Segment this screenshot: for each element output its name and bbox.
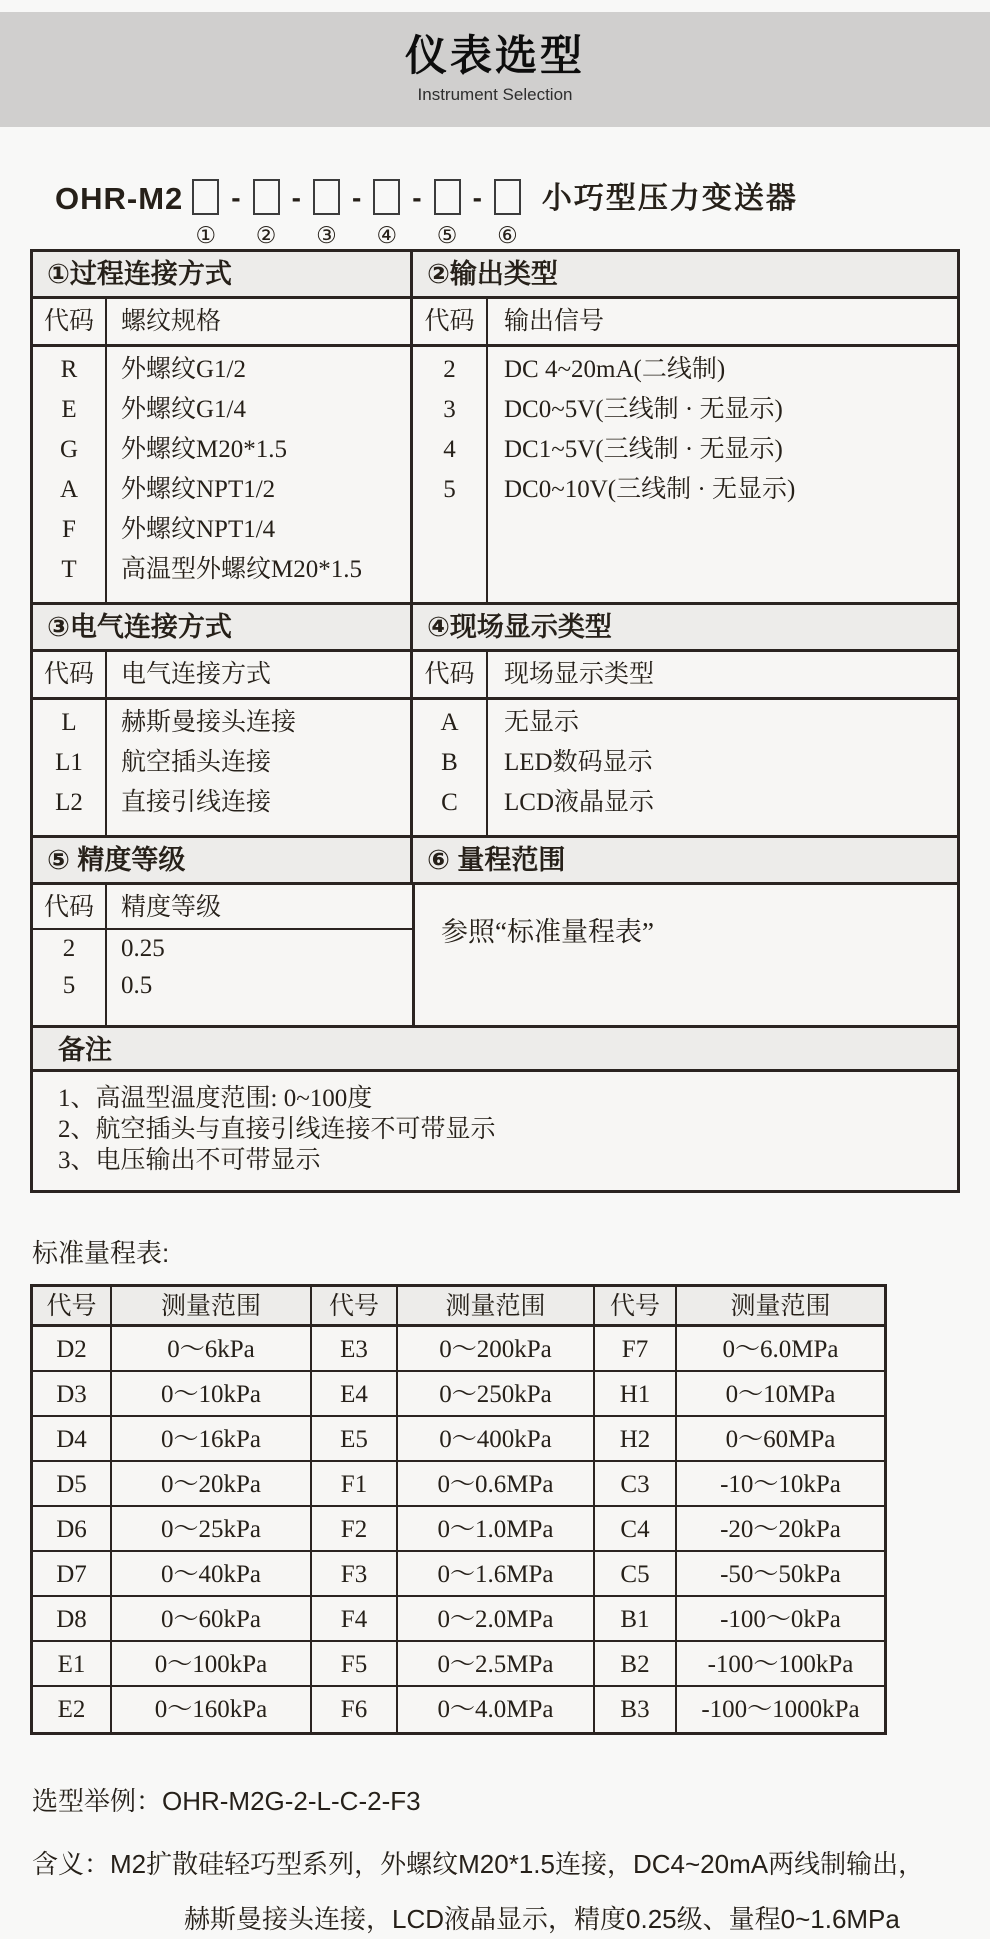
remark-note-3: 3、电压输出不可带显示 — [58, 1147, 321, 1174]
s4-code: A — [440, 709, 459, 736]
s1-code: R — [60, 356, 78, 383]
page-subtitle: Instrument Selection — [417, 85, 573, 104]
model-box-3 — [313, 179, 340, 215]
subheader-row-1 — [33, 299, 957, 347]
range-code: D4 — [33, 1417, 112, 1462]
s1-code: G — [59, 436, 79, 463]
model-box-5 — [434, 179, 461, 215]
s1-code: T — [61, 556, 77, 583]
s2-desc-header: 输出信号 — [504, 308, 605, 335]
s2-code: 3 — [443, 396, 456, 423]
section-body-3-4 — [33, 700, 957, 838]
s1-desc: 外螺纹M20*1.5 — [121, 436, 287, 463]
range-value: 0～1.0MPa — [398, 1507, 595, 1552]
s5-subtable — [33, 885, 415, 1025]
s1-desc: 外螺纹G1/2 — [121, 356, 247, 383]
range-table-label: 标准量程表: — [32, 1238, 170, 1268]
range-value: -100～1000kPa — [701, 1696, 860, 1723]
model-box-4 — [373, 179, 400, 215]
s2-desc: DC0~10V(三线制 · 无显示) — [504, 476, 796, 503]
dash-separator: - — [291, 182, 301, 213]
range-col-header: 测量范围 — [398, 1287, 595, 1327]
range-code: F5 — [312, 1642, 398, 1687]
s3-code: L1 — [55, 749, 83, 776]
s3-desc: 航空插头连接 — [121, 749, 272, 776]
range-value: 0～200kPa — [398, 1327, 595, 1372]
range-value: -100～100kPa — [677, 1642, 884, 1687]
range-code: F3 — [312, 1552, 398, 1597]
section-5-title: ⑤ 精度等级 — [33, 838, 413, 882]
range-value: 0～16kPa — [112, 1417, 312, 1462]
range-code: D2 — [33, 1327, 112, 1372]
section-header-row-3 — [33, 838, 957, 885]
range-value: 0～60MPa — [677, 1417, 884, 1462]
dash-separator: - — [351, 182, 362, 213]
range-value: 0～4.0MPa — [398, 1687, 595, 1732]
range-value: 0～160kPa — [112, 1687, 312, 1732]
selection-example: 选型举例：OHR-M2G-2-L-C-2-F3 — [32, 1786, 421, 1816]
s4-desc-column — [488, 700, 957, 835]
section-header-row-1 — [33, 252, 957, 299]
s2-desc: DC 4~20mA(二线制) — [504, 356, 726, 383]
range-code: B3 — [595, 1687, 677, 1732]
s1-desc: 高温型外螺纹M20*1.5 — [121, 556, 362, 583]
range-value: 0～20kPa — [112, 1462, 312, 1507]
position-label-4: ④ — [376, 223, 398, 248]
range-code: E4 — [312, 1372, 398, 1417]
s5-desc-header: 精度等级 — [107, 885, 413, 930]
range-code: D8 — [33, 1597, 112, 1642]
selection-table — [30, 249, 960, 1193]
range-code: E5 — [312, 1417, 398, 1462]
range-code: D6 — [33, 1507, 112, 1552]
s2-code-column — [413, 347, 488, 602]
range-table — [30, 1284, 887, 1735]
range-value: 0～6kPa — [112, 1327, 312, 1372]
range-value: 0～10MPa — [677, 1372, 884, 1417]
position-label-3: ③ — [316, 223, 337, 248]
s2-desc: DC1~5V(三线制 · 无显示) — [504, 436, 783, 463]
range-code: E1 — [33, 1642, 112, 1687]
position-label-1: ① — [195, 223, 217, 248]
s3-desc: 直接引线连接 — [121, 789, 272, 816]
header-band — [0, 12, 990, 127]
s1-code: A — [59, 476, 79, 503]
page-title: 仪表选型 — [404, 32, 585, 79]
position-label-2: ② — [255, 223, 277, 248]
range-code: H1 — [595, 1372, 677, 1417]
subheader-row-2 — [33, 652, 957, 700]
range-col-header: 代号 — [312, 1287, 398, 1327]
s2-code: 4 — [443, 436, 456, 463]
s5-code: 2 — [62, 935, 76, 962]
model-box-1 — [192, 179, 219, 215]
range-value: 0～100kPa — [112, 1642, 312, 1687]
s5-desc-column — [107, 885, 413, 1025]
section-1-title: ①过程连接方式 — [33, 252, 413, 296]
range-value: -100～0kPa — [677, 1597, 884, 1642]
range-code: D7 — [33, 1552, 112, 1597]
model-slot-1 — [192, 179, 219, 249]
dash-separator: - — [231, 182, 241, 213]
s4-code-column — [413, 700, 488, 835]
range-code: F6 — [312, 1687, 398, 1732]
s1-code: F — [62, 516, 76, 543]
s3-code: L2 — [55, 789, 83, 816]
range-value: 0～60kPa — [112, 1597, 312, 1642]
range-table-header-row — [33, 1287, 884, 1327]
section-6-title: ⑥ 量程范围 — [427, 845, 566, 875]
model-slot-2 — [253, 179, 280, 249]
range-value: -50～50kPa — [677, 1552, 884, 1597]
s1-desc-header: 螺纹规格 — [107, 299, 413, 344]
s5-desc: 0.5 — [121, 972, 153, 999]
s4-code-header: 代码 — [413, 652, 488, 697]
s2-desc-column — [488, 347, 957, 602]
s2-code-header: 代码 — [413, 299, 488, 344]
s5-code-column — [33, 885, 107, 1025]
range-value: 0～40kPa — [112, 1552, 312, 1597]
s2-code: 2 — [443, 356, 456, 383]
section-4-title: ④现场显示类型 — [427, 612, 612, 642]
s6-range-note: 参照“标准量程表” — [441, 917, 654, 947]
meaning-line-1: 含义：M2扩散硅轻巧型系列，外螺纹M20*1.5连接，DC4~20mA两线制输出， — [32, 1849, 925, 1879]
range-col-header: 代号 — [33, 1287, 112, 1327]
model-suffix: 小巧型压力变送器 — [541, 182, 798, 215]
range-code: B2 — [595, 1642, 677, 1687]
meaning-line-2: 赫斯曼接头连接，LCD液晶显示，精度0.25级、量程0~1.6MPa — [184, 1904, 900, 1934]
range-value: 0～2.5MPa — [398, 1642, 595, 1687]
position-label-5: ⑤ — [436, 223, 458, 248]
section-3-title: ③电气连接方式 — [33, 605, 413, 649]
range-value: 0～400kPa — [398, 1417, 595, 1462]
range-code: B1 — [595, 1597, 677, 1642]
s1-code-header: 代码 — [33, 299, 107, 344]
model-box-6 — [494, 179, 521, 215]
s3-code: L — [61, 709, 77, 736]
range-value: 0～0.6MPa — [398, 1462, 595, 1507]
remark-notes — [33, 1072, 957, 1190]
s3-desc-header: 电气连接方式 — [107, 652, 413, 697]
range-code: H2 — [595, 1417, 677, 1462]
s4-desc-header: 现场显示类型 — [504, 661, 655, 688]
s5-code-header: 代码 — [33, 885, 105, 930]
model-slot-4 — [373, 179, 400, 249]
section-header-row-2 — [33, 605, 957, 652]
section-body-5-6 — [33, 885, 957, 1028]
range-value: 0～6.0MPa — [677, 1327, 884, 1372]
remark-note-2: 2、航空插头与直接引线连接不可带显示 — [58, 1116, 496, 1143]
range-code: F4 — [312, 1597, 398, 1642]
range-col-header: 代号 — [595, 1287, 677, 1327]
s2-desc: DC0~5V(三线制 · 无显示) — [504, 396, 783, 423]
position-label-6: ⑥ — [497, 223, 518, 248]
range-code: E2 — [33, 1687, 112, 1732]
section-body-1-2 — [33, 347, 957, 605]
range-code: F2 — [312, 1507, 398, 1552]
model-prefix: OHR-M2 — [55, 181, 184, 216]
range-value: 0～25kPa — [112, 1507, 312, 1552]
range-code: F7 — [595, 1327, 677, 1372]
range-code: E3 — [312, 1327, 398, 1372]
model-slot-5 — [434, 179, 461, 249]
range-code: D5 — [33, 1462, 112, 1507]
range-value: 0～250kPa — [398, 1372, 595, 1417]
model-slot-3 — [313, 179, 340, 249]
range-value: 0～10kPa — [112, 1372, 312, 1417]
s3-code-column — [33, 700, 107, 835]
range-table-body — [33, 1327, 884, 1732]
range-code: D3 — [33, 1372, 112, 1417]
s1-desc: 外螺纹G1/4 — [121, 396, 247, 423]
range-value: 0～1.6MPa — [398, 1552, 595, 1597]
s3-code-header: 代码 — [33, 652, 107, 697]
model-code-line — [55, 179, 990, 249]
s1-desc-column — [107, 347, 413, 602]
remark-title: 备注 — [33, 1028, 957, 1072]
s4-desc: 无显示 — [504, 709, 580, 736]
s4-desc: LCD液晶显示 — [504, 789, 655, 816]
s3-desc: 赫斯曼接头连接 — [121, 709, 297, 736]
s4-code: C — [441, 789, 458, 816]
section-2-title: ②输出类型 — [427, 259, 558, 289]
s1-code-column — [33, 347, 107, 602]
s4-desc: LED数码显示 — [504, 749, 653, 776]
model-box-2 — [253, 179, 280, 215]
dash-separator: - — [412, 182, 422, 213]
range-col-header: 测量范围 — [112, 1287, 312, 1327]
s1-desc: 外螺纹NPT1/2 — [121, 476, 276, 503]
range-value: -20～20kPa — [677, 1507, 884, 1552]
s5-code: 5 — [62, 972, 76, 999]
s1-desc: 外螺纹NPT1/4 — [121, 516, 276, 543]
range-value: 0～2.0MPa — [398, 1597, 595, 1642]
remark-note-1: 1、高温型温度范围: 0~100度 — [58, 1085, 373, 1112]
dash-separator: - — [472, 182, 482, 213]
range-code: C3 — [595, 1462, 677, 1507]
s4-code: B — [441, 749, 458, 776]
range-col-header: 测量范围 — [677, 1287, 884, 1327]
model-slot-6 — [494, 179, 521, 249]
s3-desc-column — [107, 700, 413, 835]
s1-code: E — [61, 396, 77, 423]
range-code: C5 — [595, 1552, 677, 1597]
range-value: -10～10kPa — [677, 1462, 884, 1507]
range-code: F1 — [312, 1462, 398, 1507]
range-code: C4 — [595, 1507, 677, 1552]
footer — [32, 1781, 990, 1936]
s5-desc: 0.25 — [121, 935, 165, 962]
s2-code: 5 — [443, 476, 456, 503]
